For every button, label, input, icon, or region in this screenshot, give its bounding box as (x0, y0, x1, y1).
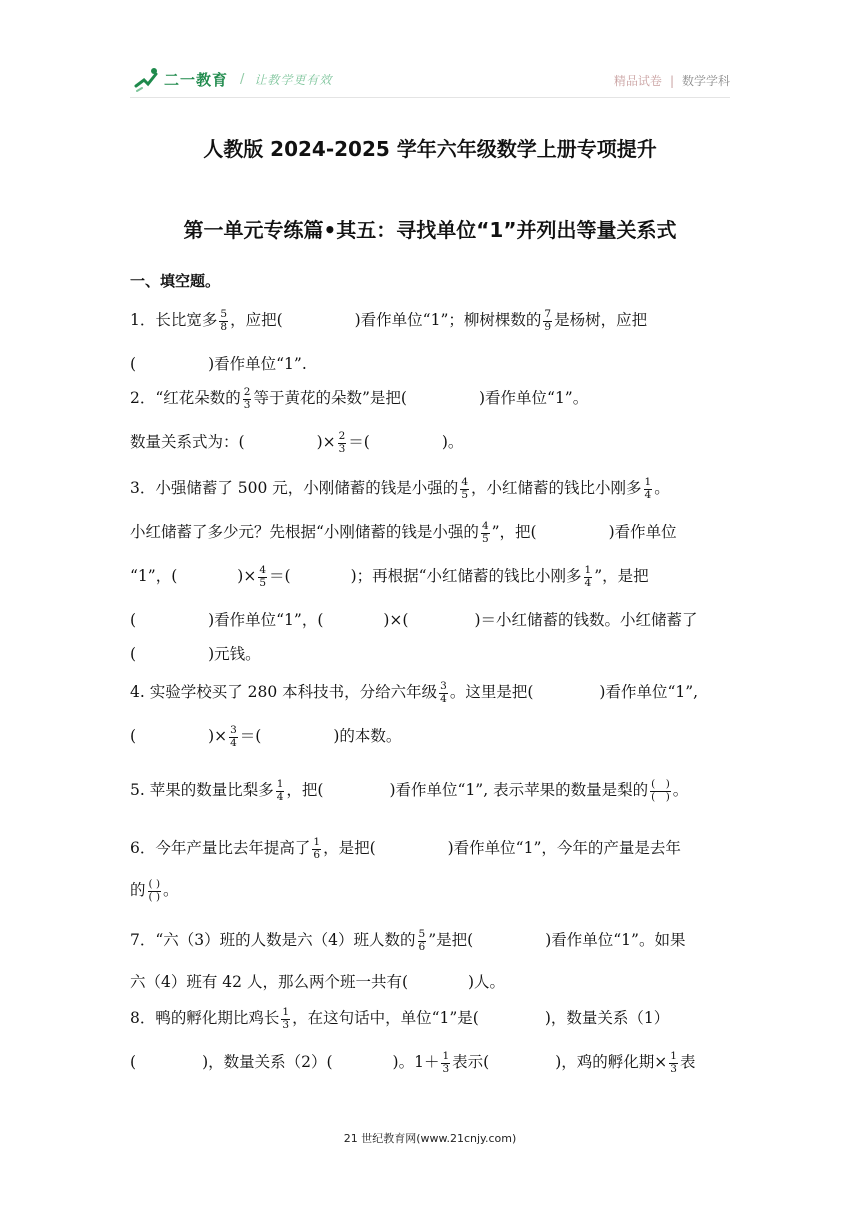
denominator: 6 (313, 848, 321, 861)
page-footer: 21 世纪教育网(www.21cnjy.com) (343, 1132, 517, 1145)
text: )× (237, 567, 257, 585)
text: ，是把( (323, 839, 376, 857)
text: ，把( (286, 781, 324, 799)
text: ”，是把 (594, 567, 649, 585)
text: 表示( (452, 1053, 490, 1071)
fraction (258, 565, 267, 589)
fraction (460, 477, 469, 501)
fraction (439, 681, 448, 705)
numerator: 4 (481, 519, 489, 532)
fraction (219, 309, 228, 333)
text: )看作单位“1”. (208, 355, 307, 373)
text: 5. 苹果的数量比梨多 (130, 781, 274, 799)
fraction (481, 521, 490, 545)
numerator: 1 (282, 1005, 290, 1018)
numerator: 1 (670, 1049, 677, 1062)
fraction (584, 565, 593, 589)
question-3-line-4 (130, 608, 698, 630)
text: 的 (130, 881, 146, 899)
denominator: 4 (440, 692, 447, 705)
numerator: ( ) (148, 877, 161, 890)
question-7-line-1 (130, 928, 685, 953)
question-8-line-2 (130, 1050, 695, 1075)
text: )＝小红储蓄的钱数。小红储蓄了 (474, 611, 698, 629)
question-4-line-1 (130, 680, 698, 705)
numerator: 1 (442, 1049, 450, 1062)
numerator: ( ) (651, 777, 670, 790)
text: )× (208, 727, 228, 745)
text: ，小红储蓄的钱比小刚多 (471, 479, 642, 497)
text: 6．今年产量比去年提高了 (130, 839, 311, 857)
numerator: 5 (418, 927, 426, 940)
header-divider (130, 97, 730, 98)
question-6-line-2 (130, 878, 179, 903)
numerator: 1 (276, 777, 284, 790)
text: ，应把( (230, 311, 283, 329)
fraction (338, 431, 347, 455)
text: 3．小强储蓄了 500 元，小刚储蓄的钱是小强的 (130, 479, 459, 497)
document-subtitle: 第一单元专练篇•其五：寻找单位“1”并列出等量关系式 (183, 218, 677, 242)
denominator: 3 (670, 1062, 677, 1075)
fraction (441, 1051, 450, 1075)
tag-premium-paper: 精品试卷 (613, 74, 662, 88)
numerator: 1 (584, 563, 592, 576)
numerator: 3 (440, 679, 447, 692)
denominator: ( ) (651, 790, 670, 803)
denominator: 3 (243, 398, 251, 411)
question-6-line-1 (130, 836, 681, 861)
fraction-answer[interactable] (650, 779, 671, 803)
text: )× (316, 433, 336, 451)
text: )，鸡的孵化期× (555, 1053, 668, 1071)
text: )看作单位“1”。如果 (545, 931, 686, 949)
brand-separator: / (240, 71, 245, 87)
denominator: 5 (481, 532, 489, 545)
text: )人。 (468, 973, 506, 991)
text: )，数量关系（1） (544, 1009, 670, 1027)
denominator: ( ) (148, 890, 161, 903)
question-7-line-2 (130, 970, 505, 992)
text: ”，把( (491, 523, 537, 541)
text: )。1＋ (392, 1053, 440, 1071)
text: ( (130, 355, 137, 373)
denominator: 5 (461, 488, 468, 501)
question-3-line-2 (130, 520, 677, 545)
text: )看作单位“1”，今年的产量是去年 (447, 839, 681, 857)
numerator: 2 (338, 429, 346, 442)
text: )元钱。 (208, 645, 261, 663)
brand-logo (134, 66, 332, 92)
denominator: 8 (220, 320, 228, 333)
question-5-line-1 (130, 778, 688, 803)
text: ”是把( (428, 931, 474, 949)
text: )看作单位“1”, 表示苹果的数量是梨的 (389, 781, 649, 799)
numerator: 1 (313, 835, 321, 848)
denominator: 4 (230, 736, 237, 749)
text: )；再根据“小红储蓄的钱比小刚多 (350, 567, 582, 585)
text: )。 (441, 433, 464, 451)
fraction-answer[interactable] (148, 879, 162, 903)
text: 1．长比宽多 (130, 311, 218, 329)
brand-name: 二一教育 (164, 70, 229, 89)
fraction (229, 725, 238, 749)
question-1-line-1 (130, 308, 647, 333)
denominator: 4 (276, 790, 284, 803)
text: 数量关系式为：( (130, 433, 245, 451)
text: “1”，( (130, 567, 178, 585)
denominator: 9 (544, 320, 552, 333)
text: ＝( (269, 567, 291, 585)
text: 等于黄花的朵数”是把( (253, 389, 407, 407)
fraction (669, 1051, 678, 1075)
question-3-line-5 (130, 642, 261, 664)
denominator: 4 (644, 488, 652, 501)
text: )看作单位“1”，( (208, 611, 324, 629)
text: 。 (672, 781, 689, 799)
text: ( (130, 727, 137, 745)
text: )看作单位 (608, 523, 677, 541)
denominator: 5 (259, 576, 266, 589)
text: )的本数。 (333, 727, 402, 745)
question-2-line-2 (130, 430, 463, 455)
text: ( (130, 611, 137, 629)
tag-subject: 数学学科 (681, 74, 730, 88)
fraction (276, 779, 285, 803)
fraction (418, 929, 427, 953)
denominator: 4 (584, 576, 592, 589)
text: 。这里是把( (449, 683, 534, 701)
brand-slogan: 让教学更有效 (254, 72, 333, 87)
text: )看作单位“1”；柳树棵数的 (354, 311, 542, 329)
question-2-line-1 (130, 386, 588, 411)
question-4-line-2 (130, 724, 401, 749)
text: 7．“六（3）班的人数是六（4）班人数的 (130, 931, 416, 949)
fraction (312, 837, 321, 861)
fraction (644, 477, 653, 501)
runner-logo-icon (134, 66, 162, 92)
question-3-line-3 (130, 564, 649, 589)
text: )看作单位“1”。 (478, 389, 589, 407)
text: 表 (679, 1053, 696, 1071)
numerator: 4 (461, 475, 468, 488)
text: 2．“红花朵数的 (130, 389, 241, 407)
text: ( (130, 1053, 137, 1071)
denominator: 3 (282, 1018, 290, 1031)
text: ( (130, 645, 137, 663)
text: 4. 实验学校买了 280 本科技书，分给六年级 (130, 683, 438, 701)
text: ＝( (239, 727, 262, 745)
fraction (243, 387, 252, 411)
text: )，数量关系（2）( (202, 1053, 333, 1071)
text: ，在这句话中，单位“1”是( (292, 1009, 479, 1027)
numerator: 4 (259, 563, 266, 576)
question-1-line-2 (130, 352, 307, 374)
numerator: 1 (644, 475, 652, 488)
text: 8．鸭的孵化期比鸡长 (130, 1009, 280, 1027)
denominator: 6 (418, 940, 426, 953)
document-title: 人教版 2024-2025 学年六年级数学上册专项提升 (203, 137, 657, 161)
tag-divider: | (669, 73, 674, 88)
question-3-line-1 (130, 476, 670, 501)
fraction (543, 309, 552, 333)
page-header (0, 0, 860, 100)
section-heading: 一、填空题。 (130, 272, 221, 290)
text: 小红储蓄了多少元？先根据“小刚储蓄的钱是小强的 (130, 523, 479, 541)
fraction (281, 1007, 290, 1031)
text: 。 (163, 881, 179, 899)
denominator: 3 (338, 442, 346, 455)
question-8-line-1 (130, 1006, 669, 1031)
text: 六（4）班有 42 人，那么两个班一共有( (130, 973, 408, 991)
text: 是杨树，应把 (554, 311, 648, 329)
text: )看作单位“1”, (599, 683, 699, 701)
numerator: 5 (220, 307, 228, 320)
text: ＝( (348, 433, 370, 451)
numerator: 2 (243, 385, 251, 398)
numerator: 7 (544, 307, 552, 320)
text: )×( (383, 611, 409, 629)
header-tags (614, 72, 730, 89)
text: 。 (654, 479, 670, 497)
numerator: 3 (230, 723, 237, 736)
denominator: 3 (442, 1062, 450, 1075)
